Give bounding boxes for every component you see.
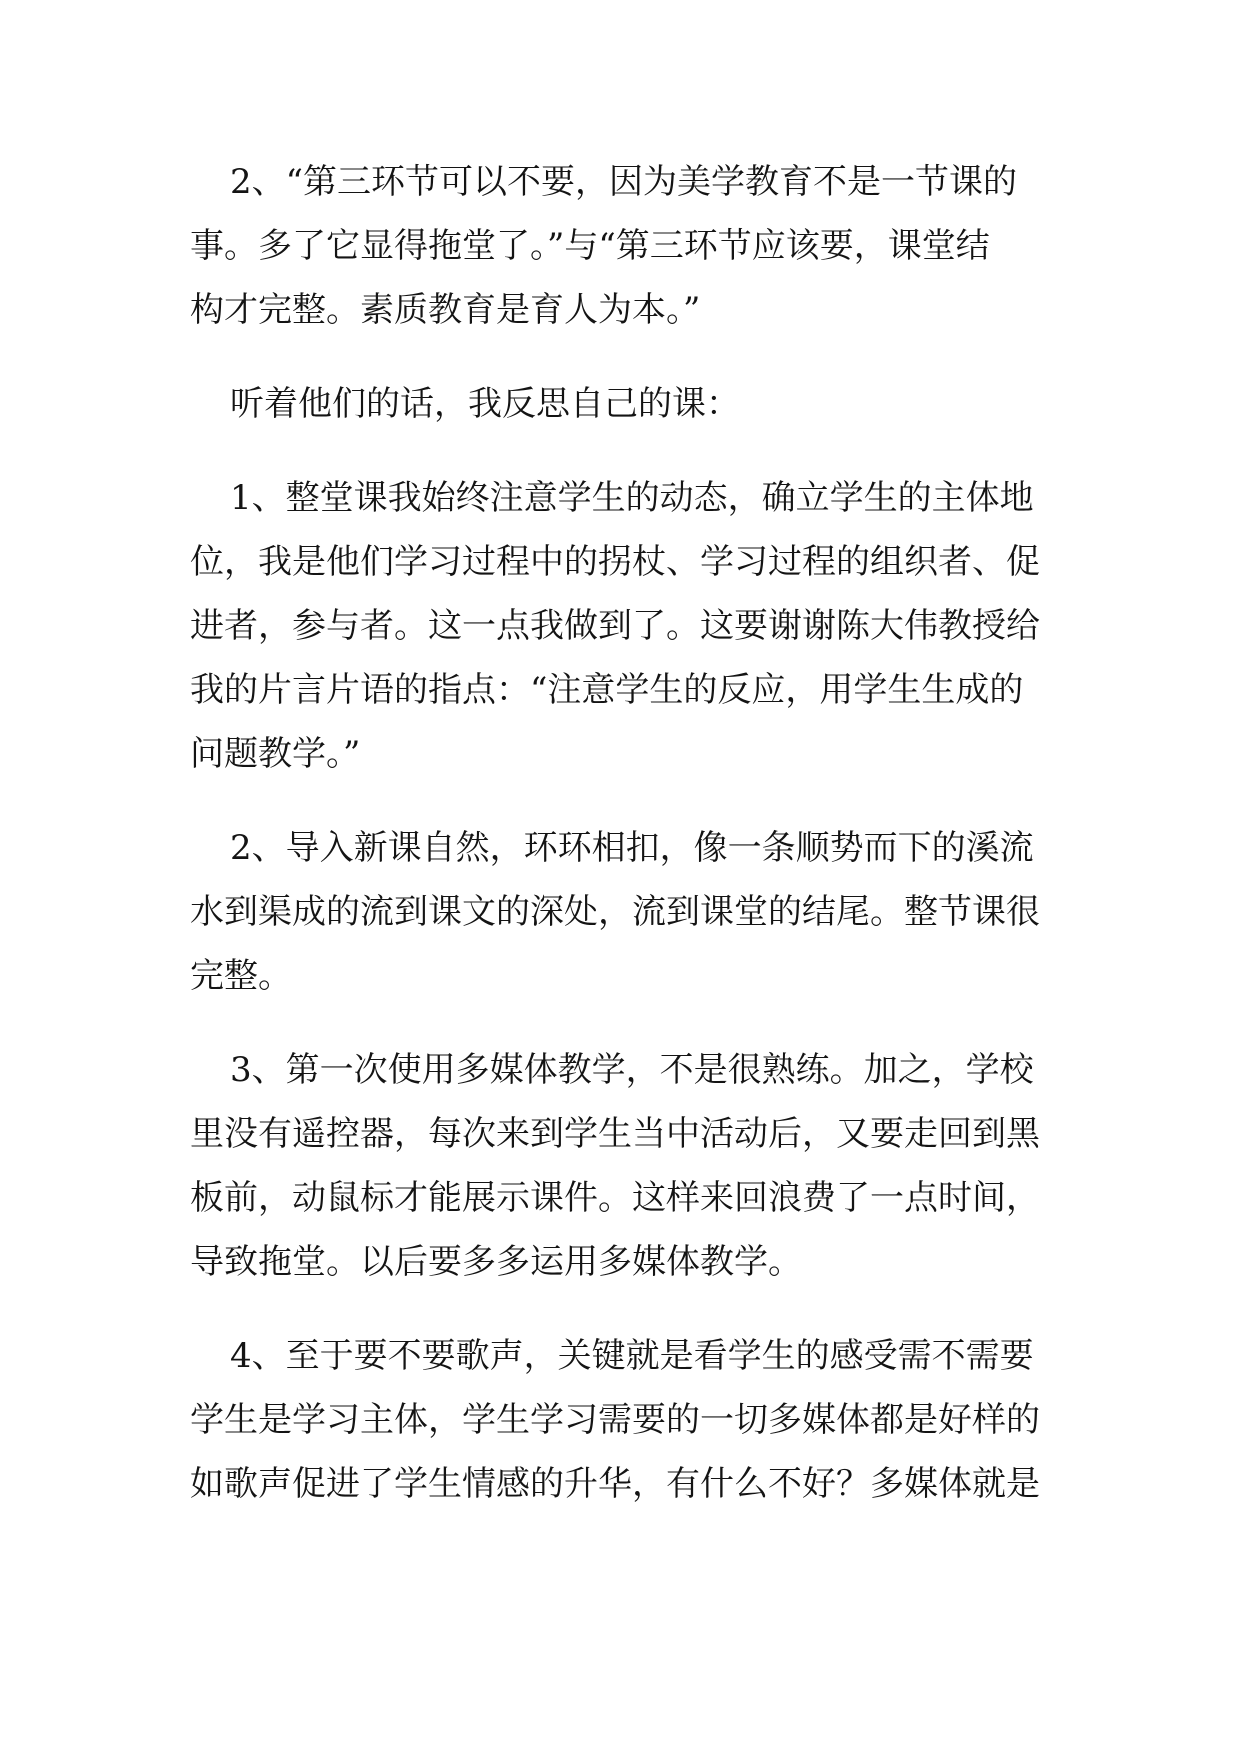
text-line: 水到渠成的流到课文的深处，流到课堂的结尾。整节课很: [190, 892, 1040, 932]
text-line: 位，我是他们学习过程中的拐杖、学习过程的组织者、促: [190, 542, 1040, 582]
text-line: 我的片言片语的指点：“注意学生的反应，用学生生成的: [190, 670, 1024, 710]
document-body: [190, 150, 1070, 1546]
text-line: 构才完整。素质教育是育人为本。”: [190, 290, 701, 330]
text-line: 2、“第三环节可以不要，因为美学教育不是一节课的: [230, 162, 1018, 202]
paragraph-opinion-2: [190, 150, 1070, 342]
paragraph-reflection-4: [190, 1324, 1070, 1516]
text-line: 进者，参与者。这一点我做到了。这要谢谢陈大伟教授给: [190, 606, 1040, 646]
text-line: 导致拖堂。以后要多多运用多媒体教学。: [190, 1242, 802, 1282]
text-line: 如歌声促进了学生情感的升华，有什么不好？多媒体就是: [190, 1464, 1040, 1504]
paragraph-reflection-2: [190, 816, 1070, 1008]
text-line: 完整。: [190, 956, 292, 996]
text-line: 听着他们的话，我反思自己的课：: [230, 384, 740, 424]
text-line: 问题教学。”: [190, 734, 361, 774]
text-line: 2、导入新课自然，环环相扣，像一条顺势而下的溪流: [230, 828, 1034, 868]
text-line: 3、第一次使用多媒体教学，不是很熟练。加之，学校: [230, 1050, 1034, 1090]
paragraph-reflection-intro: [190, 372, 1070, 436]
paragraph-reflection-3: [190, 1038, 1070, 1294]
text-line: 4、至于要不要歌声，关键就是看学生的感受需不需要: [230, 1336, 1034, 1376]
text-line: 事。多了它显得拖堂了。”与“第三环节应该要，课堂结: [190, 226, 990, 266]
text-line: 学生是学习主体，学生学习需要的一切多媒体都是好样的: [190, 1400, 1040, 1440]
paragraph-reflection-1: [190, 466, 1070, 786]
text-line: 板前，动鼠标才能展示课件。这样来回浪费了一点时间，: [190, 1178, 1040, 1218]
text-line: 里没有遥控器，每次来到学生当中活动后，又要走回到黑: [190, 1114, 1040, 1154]
text-line: 1、整堂课我始终注意学生的动态，确立学生的主体地: [230, 478, 1034, 518]
